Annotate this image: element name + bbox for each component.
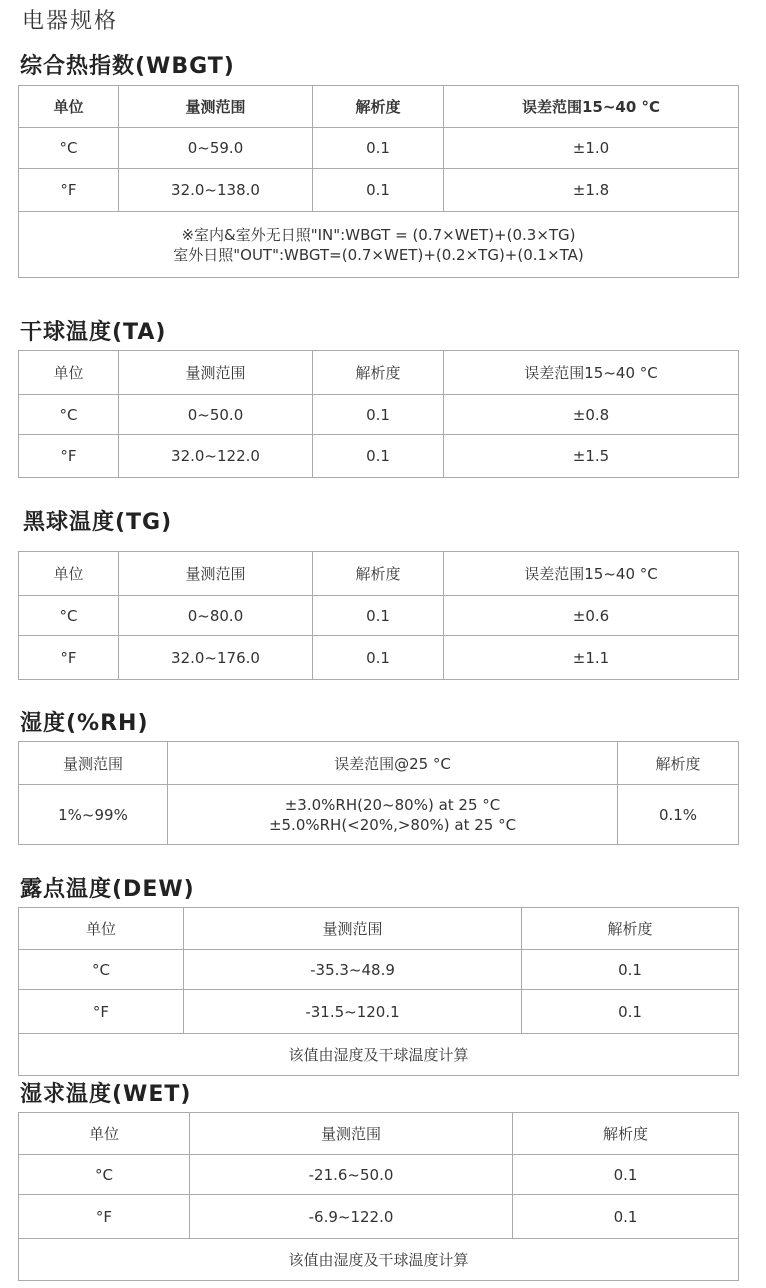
table-header-row	[19, 908, 739, 950]
table-row	[19, 990, 739, 1034]
table-row	[19, 1195, 739, 1239]
cell-range: 32.0~122.0	[119, 435, 313, 478]
note-line: ※室内&室外无日照"IN":WBGT = (0.7×WET)+(0.3×TG)	[181, 225, 576, 244]
cell-unit: °C	[19, 596, 119, 636]
calc-note: 该值由湿度及干球温度计算	[19, 1034, 739, 1076]
table-row	[19, 169, 739, 212]
cell-resolution: 0.1	[513, 1195, 739, 1239]
cell-range: -31.5~120.1	[184, 990, 522, 1034]
header-cell: 单位	[19, 552, 119, 596]
header-cell: 解析度	[513, 1113, 739, 1155]
cell-resolution: 0.1	[522, 990, 739, 1034]
table-header-row	[19, 351, 739, 395]
table-note-row	[19, 212, 739, 278]
wbgt-table	[18, 85, 739, 278]
cell-unit: °C	[19, 950, 184, 990]
dew-table	[18, 907, 739, 1076]
header-cell: 单位	[19, 86, 119, 128]
table-row	[19, 435, 739, 478]
error-line: ±5.0%RH(<20%,>80%) at 25 °C	[268, 815, 517, 834]
cell-unit: °F	[19, 636, 119, 680]
note-line: 室外日照"OUT":WBGT=(0.7×WET)+(0.2×TG)+(0.1×TA)	[173, 245, 584, 264]
cell-error: ±0.8	[444, 395, 739, 435]
table-row	[19, 596, 739, 636]
calc-note: 该值由湿度及干球温度计算	[19, 1239, 739, 1281]
cell-resolution: 0.1	[313, 636, 444, 680]
table-row	[19, 1155, 739, 1195]
header-cell: 量测范围	[119, 86, 313, 128]
header-cell: 单位	[19, 908, 184, 950]
table-note-row	[19, 1239, 739, 1281]
header-cell: 解析度	[313, 86, 444, 128]
section-title-ta: 干球温度(TA)	[20, 320, 167, 345]
header-cell: 解析度	[313, 552, 444, 596]
header-cell: 解析度	[522, 908, 739, 950]
table-row	[19, 128, 739, 169]
cell-unit: °C	[19, 128, 119, 169]
cell-unit: °C	[19, 395, 119, 435]
cell-range: 0~80.0	[119, 596, 313, 636]
cell-unit: °C	[19, 1155, 190, 1195]
header-cell: 单位	[19, 351, 119, 395]
error-line: ±3.0%RH(20~80%) at 25 °C	[284, 795, 501, 814]
table-row	[19, 785, 739, 845]
cell-resolution: 0.1	[513, 1155, 739, 1195]
table-row	[19, 636, 739, 680]
header-cell: 单位	[19, 1113, 190, 1155]
header-cell: 量测范围	[119, 552, 313, 596]
tg-table	[18, 551, 739, 680]
cell-range: 32.0~176.0	[119, 636, 313, 680]
header-cell: 量测范围	[119, 351, 313, 395]
header-cell: 量测范围	[184, 908, 522, 950]
cell-error: ±1.8	[444, 169, 739, 212]
cell-resolution: 0.1%	[618, 785, 739, 845]
header-cell: 误差范围@25 °C	[168, 742, 618, 785]
table-header-row	[19, 1113, 739, 1155]
header-cell: 解析度	[313, 351, 444, 395]
cell-range: 0~50.0	[119, 395, 313, 435]
table-header-row	[19, 86, 739, 128]
cell-resolution: 0.1	[522, 950, 739, 990]
cell-unit: °F	[19, 990, 184, 1034]
header-cell: 误差范围15~40 °C	[444, 552, 739, 596]
cell-error: ±1.1	[444, 636, 739, 680]
page-title: 电器规格	[22, 9, 119, 34]
cell-resolution: 0.1	[313, 128, 444, 169]
cell-range: -35.3~48.9	[184, 950, 522, 990]
table-row	[19, 395, 739, 435]
section-title-wbgt: 综合热指数(WBGT)	[20, 54, 235, 79]
cell-resolution: 0.1	[313, 435, 444, 478]
section-title-tg: 黑球温度(TG)	[23, 510, 173, 535]
header-cell: 量测范围	[19, 742, 168, 785]
section-title-dew: 露点温度(DEW)	[20, 877, 195, 902]
formula-note	[19, 212, 739, 278]
section-title-rh: 湿度(%RH)	[20, 711, 149, 736]
wet-table	[18, 1112, 739, 1281]
cell-resolution: 0.1	[313, 596, 444, 636]
cell-range: 0~59.0	[119, 128, 313, 169]
cell-error: ±1.0	[444, 128, 739, 169]
cell-range: 32.0~138.0	[119, 169, 313, 212]
cell-range: 1%~99%	[19, 785, 168, 845]
table-header-row	[19, 552, 739, 596]
cell-unit: °F	[19, 1195, 190, 1239]
ta-table	[18, 350, 739, 478]
header-cell: 误差范围15~40 °C	[444, 351, 739, 395]
cell-unit: °F	[19, 169, 119, 212]
cell-range: -21.6~50.0	[190, 1155, 513, 1195]
table-row	[19, 950, 739, 990]
cell-resolution: 0.1	[313, 169, 444, 212]
cell-error	[168, 785, 618, 845]
table-header-row	[19, 742, 739, 785]
cell-resolution: 0.1	[313, 395, 444, 435]
header-cell: 量测范围	[190, 1113, 513, 1155]
cell-range: -6.9~122.0	[190, 1195, 513, 1239]
table-note-row	[19, 1034, 739, 1076]
cell-error: ±0.6	[444, 596, 739, 636]
header-cell: 解析度	[618, 742, 739, 785]
rh-table	[18, 741, 739, 845]
section-title-wet: 湿求温度(WET)	[20, 1082, 192, 1107]
cell-error: ±1.5	[444, 435, 739, 478]
cell-unit: °F	[19, 435, 119, 478]
header-cell: 误差范围15~40 °C	[444, 86, 739, 128]
